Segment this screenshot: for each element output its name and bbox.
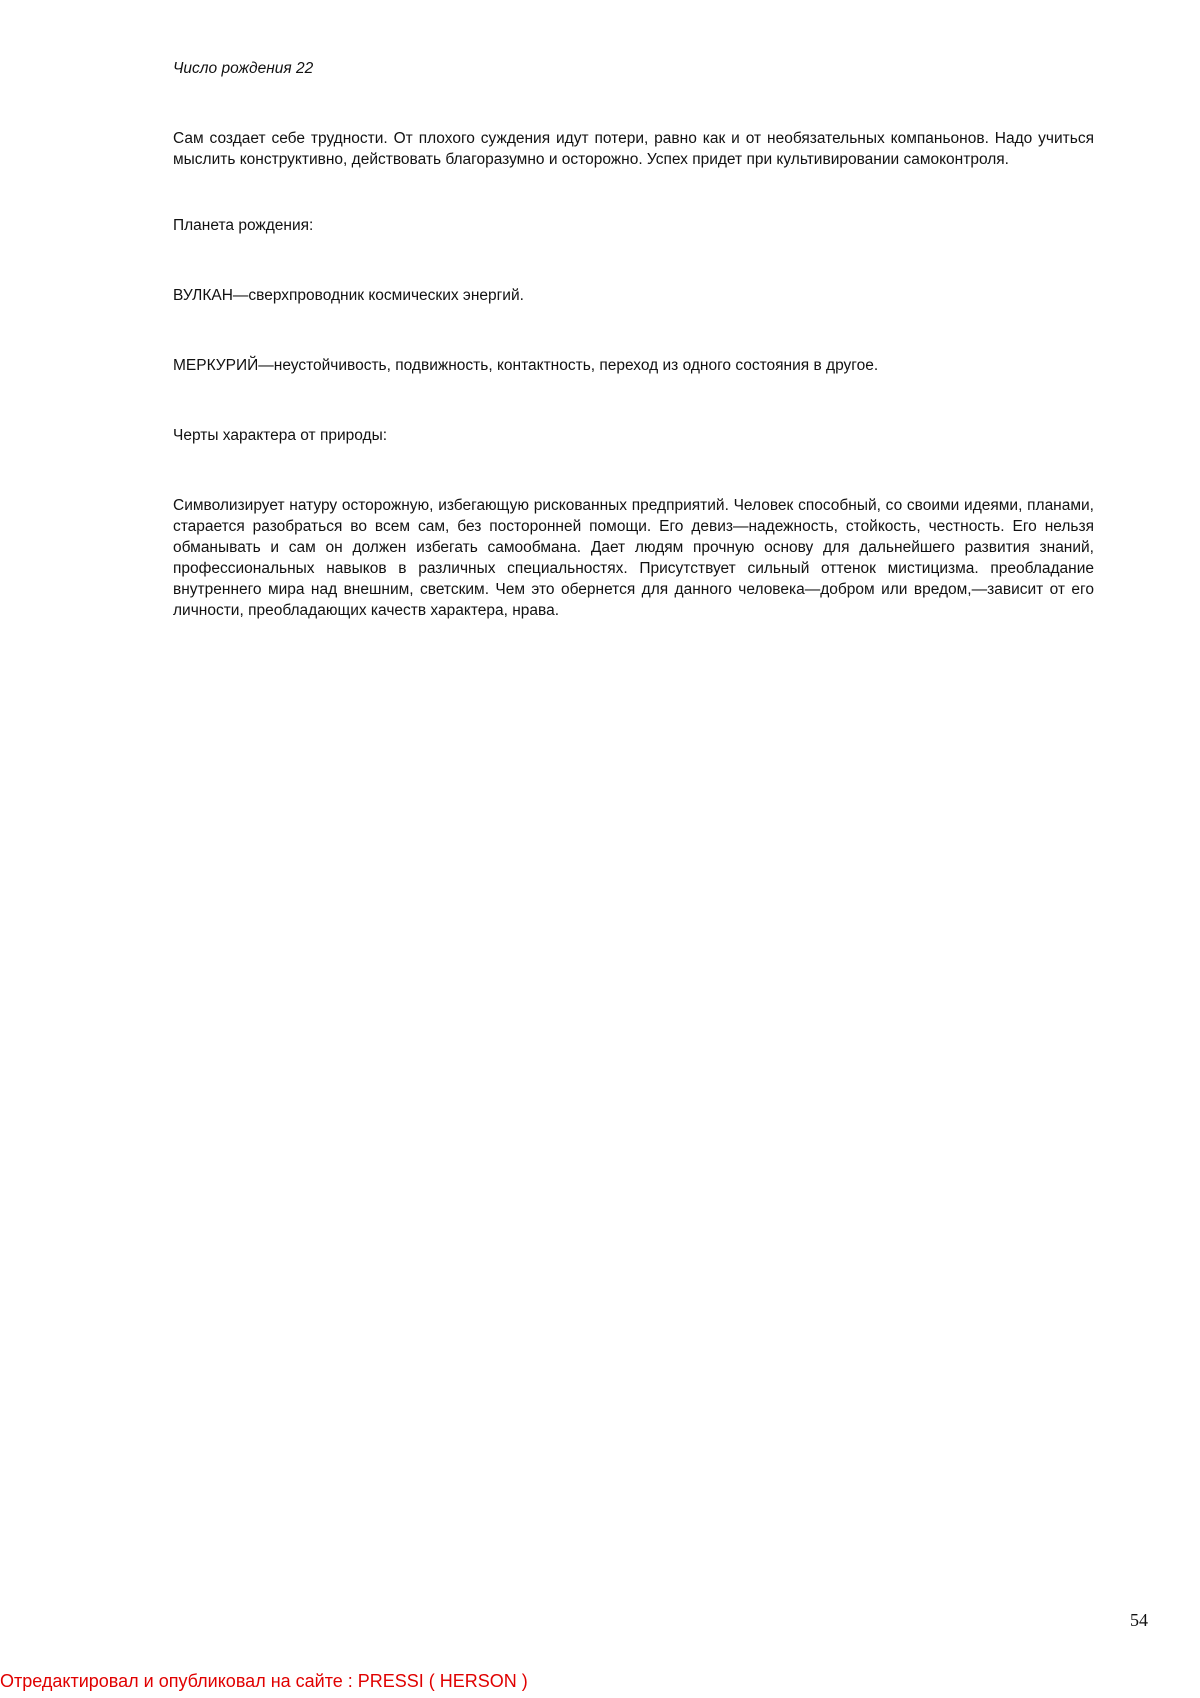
footer-credit-link[interactable]: Отредактировал и опубликовал на сайте : PRESSI ( HERSON ) — [0, 1671, 528, 1691]
section-heading: Число рождения 22 — [173, 60, 314, 77]
traits-paragraph: Символизирует натуру осторожную, избегающую рискованных предприятий. Человек способный, со своими идеями, планами, старается разобраться во всем сам, без посторонней помощи. Его девиз—надежность, стойкость, честность. Его нельзя обманывать и сам он должен избегать самообмана. Дает людям прочную основу для дальнейшего развития знаний, профессиональных навыков в различных специальностях. Присутствует сильный оттенок мистицизма. преобладание внутреннего мира над внешним, светским. Чем это обернется для данного человека—добром или вредом,—зависит от его личности, преобладающих качеств характера, нрава. — [173, 497, 1094, 619]
planet-label: Планета рождения: — [173, 217, 314, 234]
planet-vulcan-line: ВУЛКАН—сверхпроводник космических энергий. — [173, 287, 524, 304]
planet-mercury-line: МЕРКУРИЙ—неустойчивость, подвижность, контактность, переход из одного состояния в другое. — [173, 357, 879, 374]
page-number: 54 — [1130, 1610, 1148, 1630]
page-content — [173, 58, 1094, 621]
intro-paragraph: Сам создает себе трудности. От плохого суждения идут потери, равно как и от необязательных компаньонов. Надо учиться мыслить конструктивно, действовать благоразумно и осторожно. Успех придет при культивировании самоконтроля. — [173, 130, 1094, 168]
traits-label: Черты характера от природы: — [173, 427, 388, 444]
